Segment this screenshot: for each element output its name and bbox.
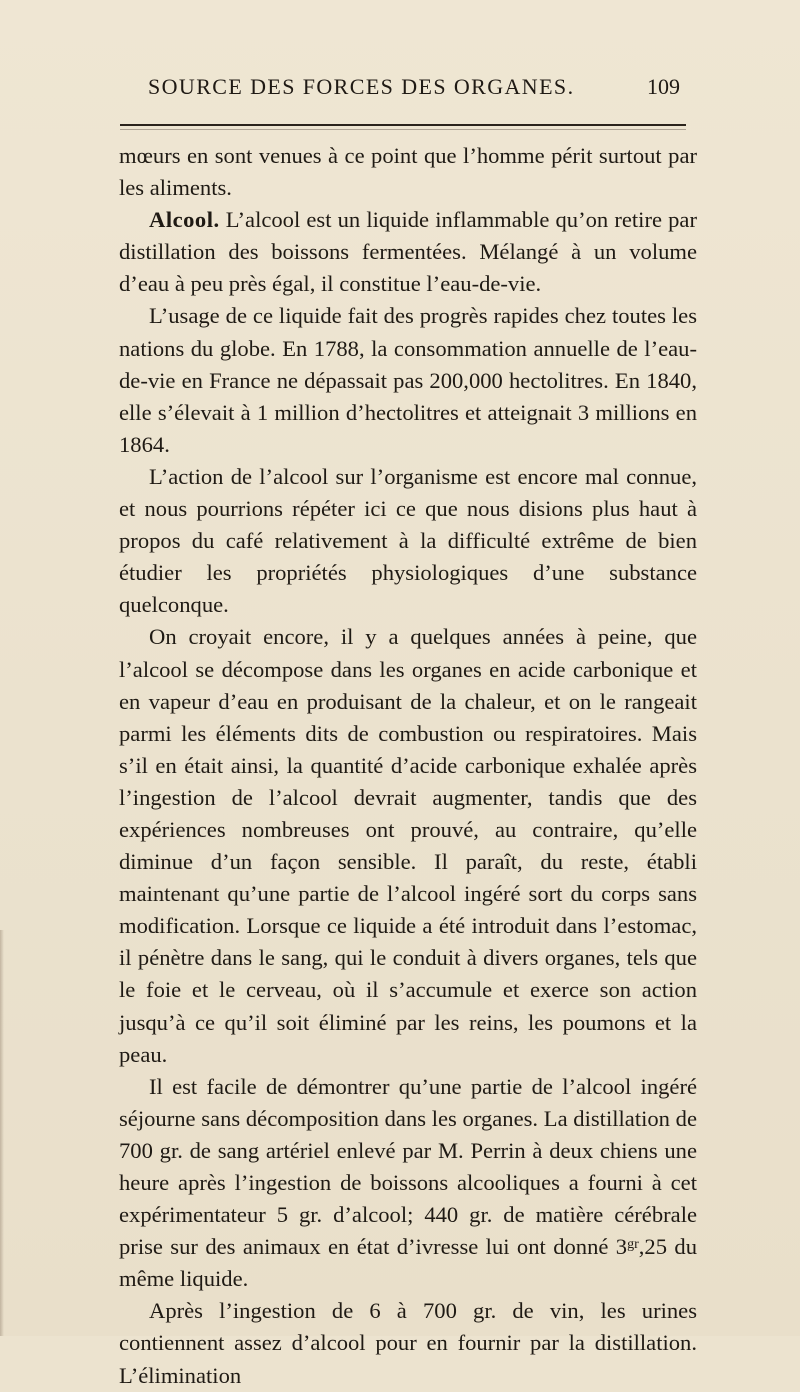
paragraph-demonstration [119,1071,697,1296]
page-header [120,70,680,110]
paragraph-alcool [119,204,697,300]
binding-shadow [0,930,4,1336]
paragraph-elimination: Après l’ingestion de 6 à 700 gr. de vin, les urines contiennent assez d’alcool pour en fournir par la distillation. L’élimination [119,1298,697,1388]
header-rule-shadow [120,129,686,130]
running-title: SOURCE DES FORCES DES ORGANES. [148,74,575,99]
section-heading-alcool: Alcool. [149,207,220,233]
page-body [119,140,697,1392]
paragraph-action: L’action de l’alcool sur l’organisme est encore mal connue, et nous pourrions répéter ici ce que nous disions plus haut à propos du café relativement à la difficulté extrême de bien étudier les propriétés physiologiques d’une substance quelconque. [119,463,697,618]
paragraph-continuation: mœurs en sont venues à ce point que l’homme périt surtout par les aliments. [119,143,697,201]
paragraph-alcool-text: L’alcool est un liquide inflammable qu’on retire par distillation des boissons fermentées. Mélangé à un volume d’eau à peu près égal, il constitue l’eau-de-vie. [119,207,697,297]
header-rule [120,124,686,126]
paragraph-demonstration-end: ,25 du même liquide. [119,1234,697,1292]
paragraph-demonstration-text: Il est facile de démontrer qu’une partie de l’alcool ingéré séjourne sans décomposition dans les organes. La distillation de 700 gr. de sang artériel enlevé par M. Perrin à deux chiens une heure après l’ingestion de boissons alcooliques a fourni à cet expérimentateur 5 gr. d’alcool; 440 gr. de matière cérébrale prise sur des animaux en état d’ivresse lui ont donné 3 [119,1073,697,1260]
paragraph-usage: L’usage de ce liquide fait des progrès rapides chez toutes les nations du globe. En 1788, la consommation annuelle de l’eau-de-vie en France ne dépassait pas 200,000 hectolitres. En 1840, elle s’élevait à 1 million d’hectolitres et atteignait 3 millions en 1864. [119,303,697,457]
unit-superscript: gr [627,1236,639,1252]
paragraph-decomposition: On croyait encore, il y a quelques années à peine, que l’alcool se décompose dans les organes en acide carbonique et en vapeur d’eau en produisant de la chaleur, et on le rangeait parmi les éléments dits de combustion ou respiratoires. Mais s’il en était ainsi, la quantité d’acide carbonique exhalée après l’ingestion de l’alcool devrait augmenter, tandis que des expériences nombreuses ont prouvé, au contraire, qu’elle diminue d’un façon sensible. Il paraît, du reste, établi maintenant qu’une partie de l’alcool ingéré sort du corps sans modification. Lorsque ce liquide a été introduit dans l’estomac, il pénètre dans le sang, qui le conduit à divers organes, tels que le foie et le cerveau, où il s’accumule et exerce son action jusqu’à ce qu’il soit éliminé par les reins, les poumons et la peau. [119,624,697,1067]
page-number: 109 [647,74,680,99]
